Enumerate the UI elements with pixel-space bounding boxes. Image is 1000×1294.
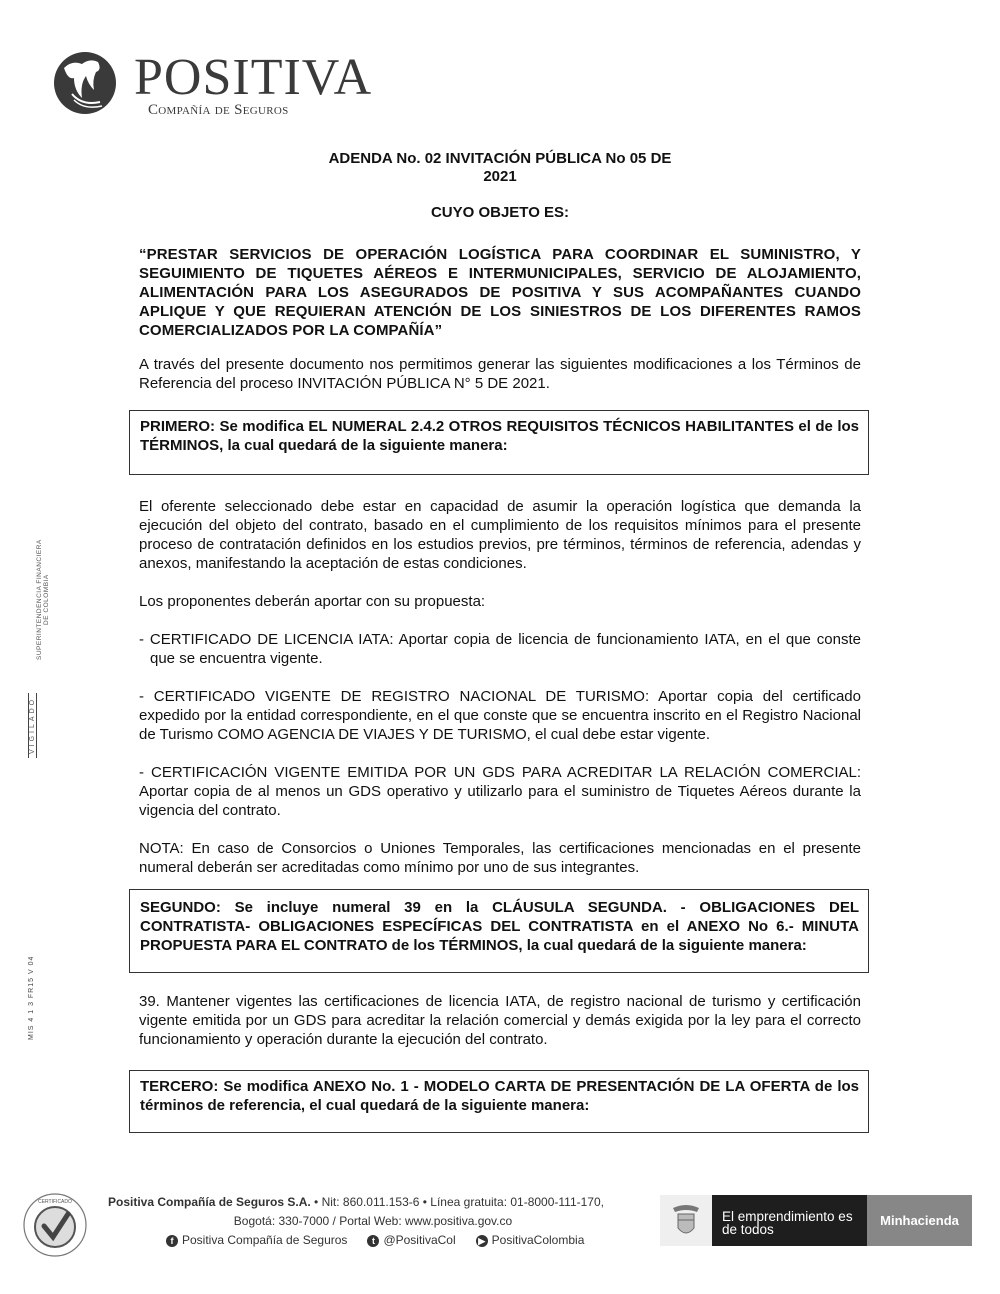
document-title: ADENDA No. 02 INVITACIÓN PÚBLICA No 05 DE 2021 — [328, 150, 672, 185]
list-item: - CERTIFICACIÓN VIGENTE EMITIDA POR UN GDS PARA ACREDITAR LA RELACIÓN COMERCIAL: Aportar copia de al menos un GDS operativo y utilizarlo para el suministro de Tiquetes Aéreos durante la vigencia del contrato. — [139, 764, 861, 819]
brand-subtitle: Compañía de Seguros — [148, 102, 289, 118]
note-paragraph: NOTA: En caso de Consorcios o Uniones Temporales, las certificaciones mencionadas en el presente numeral deberán ser acreditadas como mínimo por uno de sus integrantes. — [139, 840, 861, 876]
youtube-icon: ▶ — [476, 1235, 488, 1247]
positiva-logo — [48, 46, 373, 124]
footer-address: Bogotá: 330-7000 / Portal Web: www.positiva.gov.co — [233, 1214, 513, 1228]
government-banner — [660, 1195, 972, 1246]
footer-social — [166, 1231, 638, 1250]
section-tercero-box — [129, 1070, 869, 1133]
responsabilidad-social-seal-icon — [22, 1192, 88, 1258]
superintendencia-mark: SUPERINTENDENCIA FINANCIERA DE COLOMBIA — [36, 539, 50, 660]
footer-contact — [108, 1193, 638, 1250]
facebook-icon: f — [166, 1235, 178, 1247]
paragraph: Los proponentes deberán aportar con su propuesta: — [139, 593, 486, 610]
form-code: MIS 4 1 3 FR15 V 04 — [28, 955, 35, 1040]
section-primero-box — [129, 410, 869, 475]
object-heading: CUYO OBJETO ES: — [430, 204, 570, 221]
object-text: “PRESTAR SERVICIOS DE OPERACIÓN LOGÍSTICA PARA COORDINAR EL SUMINISTRO, Y SEGUIMIENTO DE TIQUETES AÉREOS E INTERMUNICIPALES, SERVICIO DE ALOJAMIENTO, ALIMENTACIÓN PARA LOS ASEGURADOS DE POSITIVA Y SUS ACOMPAÑANTES CUANDO APLIQUE Y QUE REQUIERAN ATENCIÓN DE LOS SINIESTROS DE LOS DIFERENTES RAMOS COMERCIALIZADOS POR LA COMPAÑÍA” — [139, 246, 861, 339]
social-facebook-link[interactable]: f Positiva Compañía de Seguros — [166, 1231, 347, 1250]
svg-text:CERTIFICADO: CERTIFICADO — [38, 1199, 72, 1205]
footer-company: Positiva Compañía de Seguros S.A. — [108, 1195, 311, 1209]
footer-company-info: • Nit: 860.011.153-6 • Línea gratuita: 01-8000-111-170, — [310, 1195, 604, 1209]
list-item: - CERTIFICADO DE LICENCIA IATA: Aportar copia de licencia de funcionamiento IATA, en el que conste que se encuentra vigente. — [139, 631, 861, 667]
section-primero-text: PRIMERO: Se modifica EL NUMERAL 2.4.2 OTROS REQUISITOS TÉCNICOS HABILITANTES el de los TÉRMINOS, la cual quedará de la siguiente manera: — [140, 418, 859, 454]
section-segundo-text: SEGUNDO: Se incluye numeral 39 en la CLÁUSULA SEGUNDA. - OBLIGACIONES DEL CONTRATISTA- OBLIGACIONES ESPECÍFICAS DEL CONTRATISTA en el ANEXO No 6.- MINUTA PROPUESTA PARA EL CONTRATO de los TÉRMINOS, la cual quedará de la siguiente manera: — [140, 899, 859, 954]
list-item: - CERTIFICADO VIGENTE DE REGISTRO NACIONAL DE TURISMO: Aportar copia del certificado expedido por la entidad correspondiente, en el que conste que se encuentra inscrito en el Registro Nacional de Turismo COMO AGENCIA DE VIAJES Y DE TURISMO, el cual debe estar vigente. — [139, 688, 861, 743]
twitter-icon: t — [367, 1235, 379, 1247]
intro-paragraph: A través del presente documento nos permitimos generar las siguientes modificaciones a los Términos de Referencia del proceso INVITACIÓN PÚBLICA N° 5 DE 2021. — [139, 356, 861, 392]
paragraph: El oferente seleccionado debe estar en capacidad de asumir la operación logística que demanda la ejecución del objeto del contrato, basado en el cumplimiento de los requisitos mínimos para el presente proceso de contratación definidos en los estudios previos, pre términos, términos de referencia, adendas y anexos, manifestando la aceptación de estas condiciones. — [139, 498, 861, 572]
brand-name: POSITIVA — [134, 49, 373, 106]
gov-slogan: El emprendimiento es de todos — [712, 1195, 867, 1246]
vigilado-mark: VIGILADO — [28, 693, 37, 758]
social-youtube-link[interactable]: ▶ PositivaColombia — [476, 1231, 585, 1250]
section-segundo-box — [129, 889, 869, 973]
ministry-label: Minhacienda — [867, 1195, 972, 1246]
colombia-coat-of-arms-icon — [671, 1202, 701, 1240]
section-primero-body — [139, 497, 861, 877]
social-twitter-link[interactable]: t @PositivaCol — [367, 1231, 455, 1250]
section-tercero-text: TERCERO: Se modifica ANEXO No. 1 - MODELO CARTA DE PRESENTACIÓN DE LA OFERTA de los términos de referencia, el cual quedará de la siguiente manera: — [140, 1078, 859, 1114]
section-segundo-body: 39. Mantener vigentes las certificaciones de licencia IATA, de registro nacional de turismo y certificación vigente emitida por un GDS para acreditar la relación comercial y demás exigida por la ley para el correcto funcionamiento y operación durante la ejecución del contrato. — [139, 993, 861, 1048]
positiva-emblem-icon — [52, 50, 118, 116]
